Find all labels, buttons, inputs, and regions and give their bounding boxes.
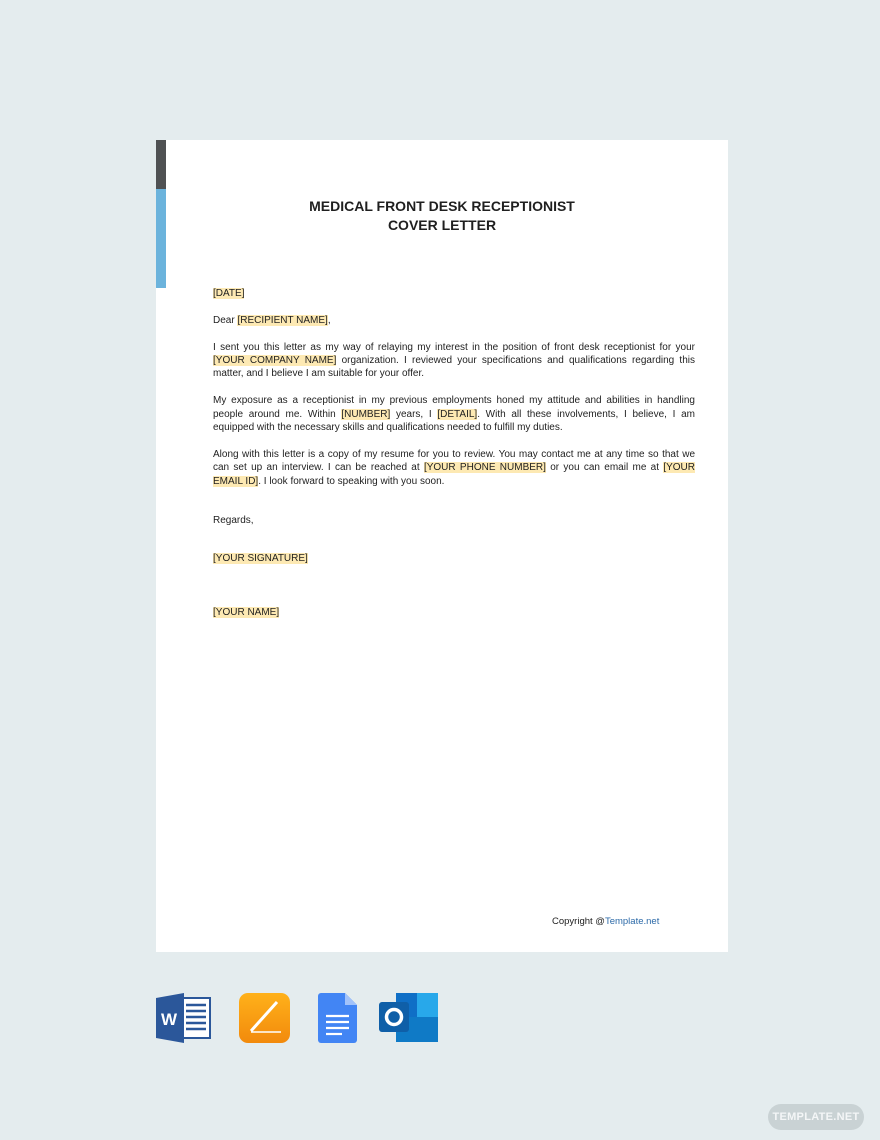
signature-placeholder: [YOUR SIGNATURE] (213, 553, 308, 565)
closing: Regards, (213, 515, 254, 527)
title-line-2: COVER LETTER (387, 217, 497, 233)
number-placeholder: [NUMBER] (341, 408, 391, 420)
detail-placeholder: [DETAIL] (437, 408, 478, 420)
google-docs-icon[interactable] (318, 992, 358, 1049)
outlook-icon[interactable] (379, 992, 439, 1049)
date-placeholder: [DATE] (213, 288, 245, 299)
salutation: Dear [RECIPIENT NAME], (213, 314, 331, 326)
date-line (213, 287, 695, 300)
phone-placeholder: [YOUR PHONE NUMBER] (423, 462, 546, 474)
paragraph-1: I sent you this letter as my way of relaying my interest in the position of front desk receptionist for your [YOUR COMPANY NAME] organization. I reviewed your specifications and qualifications regarding this matter, and I believe I am suitable for your offer. (213, 341, 695, 380)
template-net-watermark: TEMPLATE.NET (768, 1104, 864, 1130)
email-placeholder: [YOUR EMAIL ID] (213, 462, 695, 487)
pages-icon[interactable] (239, 992, 291, 1049)
svg-text:W: W (160, 1010, 178, 1029)
word-icon[interactable] (156, 992, 212, 1049)
name-line (213, 606, 695, 619)
recipient-placeholder: [RECIPIENT NAME] (237, 314, 328, 326)
paragraph-3: Along with this letter is a copy of my resume for you to review. You may contact me at any time so that we can set up an interview. I can be reached at [YOUR PHONE NUMBER] or you can email me at [YOUR EMAIL ID]. I look forward to speaking with you soon. (213, 448, 695, 487)
template-link[interactable]: Template.net (604, 916, 660, 927)
accent-bar-dark (156, 140, 166, 189)
document-title (156, 197, 728, 235)
letter-body (213, 287, 695, 619)
copyright: Copyright @Template.net (552, 916, 660, 927)
document-page (156, 140, 728, 952)
paragraph-2: My exposure as a receptionist in my previous employments honed my attitude and abilities in handling people around me. Within [NUMBER] years, I [DETAIL]. With all these involvements, I believe, I am equipped with the necessary skills and qualifications needed to fulfill my duties. (213, 395, 695, 434)
signature-line (213, 552, 695, 565)
name-placeholder: [YOUR NAME] (213, 606, 280, 618)
company-placeholder: [YOUR COMPANY NAME] (213, 355, 337, 366)
title-line-1: MEDICAL FRONT DESK RECEPTIONIST (309, 198, 575, 214)
